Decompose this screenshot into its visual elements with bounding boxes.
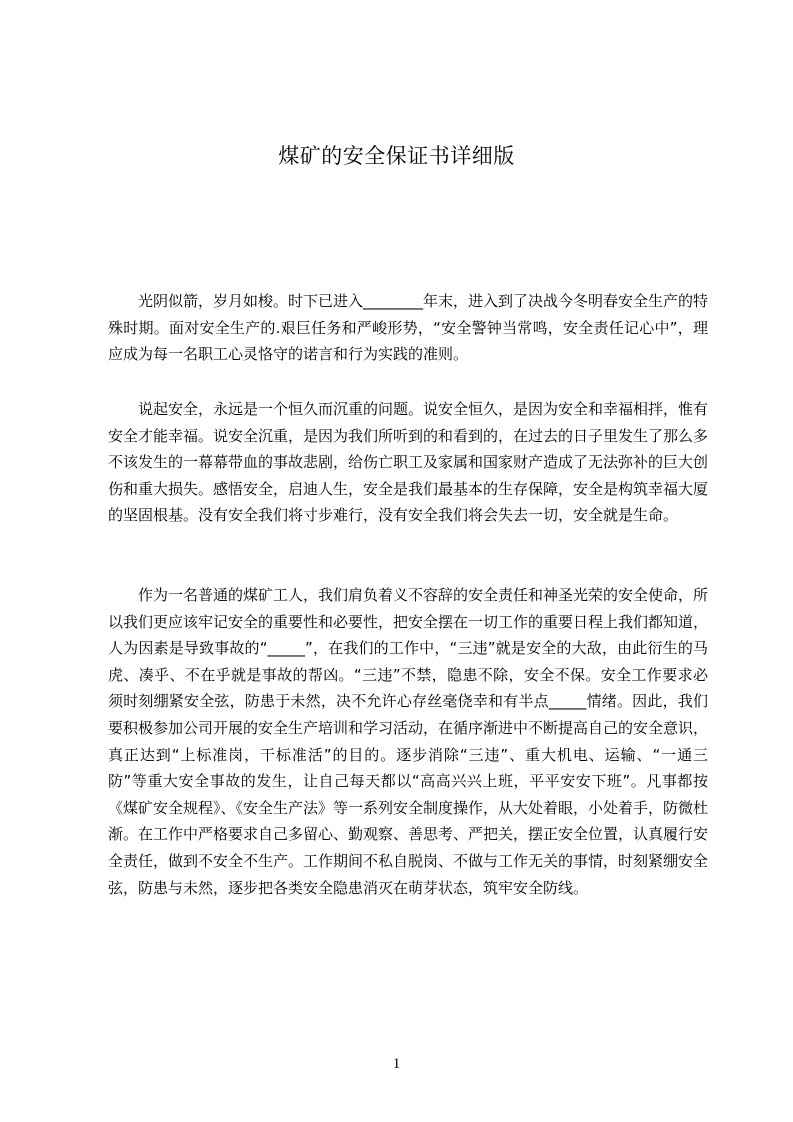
- page-number: 1: [392, 1056, 401, 1072]
- paragraph-1-container: [108, 288, 708, 368]
- paragraph-3-container: [108, 582, 708, 901]
- paragraph-3: 作为一名普通的煤矿工人，我们肩负着义不容辞的安全责任和神圣光荣的安全使命，所以我们更应该牢记安全的重要性和必要性，把安全摆在一切工作的重要日程上我们都知道，人为因素是导致事故的“_____”，在我们的工作中，“三违”就是安全的大敌，由此衍生的马虎、凑乎、不在乎就是事故的帮凶。“三违”不禁，隐患不除，安全不保。安全工作要求必须时刻绷紧安全弦，防患于未然，决不允许心存丝毫侥幸和有半点_____情绪。因此，我们要积极参加公司开展的安全生产培训和学习活动，在循序渐进中不断提高自己的安全意识，真正达到“上标准岗，干标准活”的目的。逐步消除“三违”、重大机电、运输、“一通三防”等重大安全事故的发生，让自己每天都以“高高兴兴上班，平平安安下班”。凡事都按《煤矿安全规程》、《安全生产法》等一系列安全制度操作，从大处着眼，小处着手，防微杜渐。在工作中严格要求自己多留心、勤观察、善思考、严把关，摆正安全位置，认真履行安全责任，做到不安全不生产。工作期间不私自脱岗、不做与工作无关的事情，时刻紧绷安全弦，防患与未然，逐步把各类安全隐患消灭在萌芽状态，筑牢安全防线。: [108, 586, 709, 897]
- paragraph-2-container: [108, 396, 708, 529]
- paragraph-1: 光阴似箭，岁月如梭。时下已进入________年末，进入到了决战今冬明春安全生产的特殊时期。面对安全生产的.艰巨任务和严峻形势，“安全警钟当常鸣，安全责任记心中”，理应成为每一名职工心灵恪守的诺言和行为实践的准则。: [108, 292, 709, 364]
- document-title: 煤矿的安全保证书详细版: [278, 144, 515, 168]
- paragraph-2: 说起安全，永远是一个恒久而沉重的问题。说安全恒久，是因为安全和幸福相拌，惟有安全才能幸福。说安全沉重，是因为我们所听到的和看到的，在过去的日子里发生了那么多不该发生的一幕幕带血的事故悲剧，给伤亡职工及家属和国家财产造成了无法弥补的巨大创伤和重大损失。感悟安全，启迪人生，安全是我们最基本的生存保障，安全是构筑幸福大厦的坚固根基。没有安全我们将寸步难行，没有安全我们将会失去一切，安全就是生命。: [108, 400, 709, 525]
